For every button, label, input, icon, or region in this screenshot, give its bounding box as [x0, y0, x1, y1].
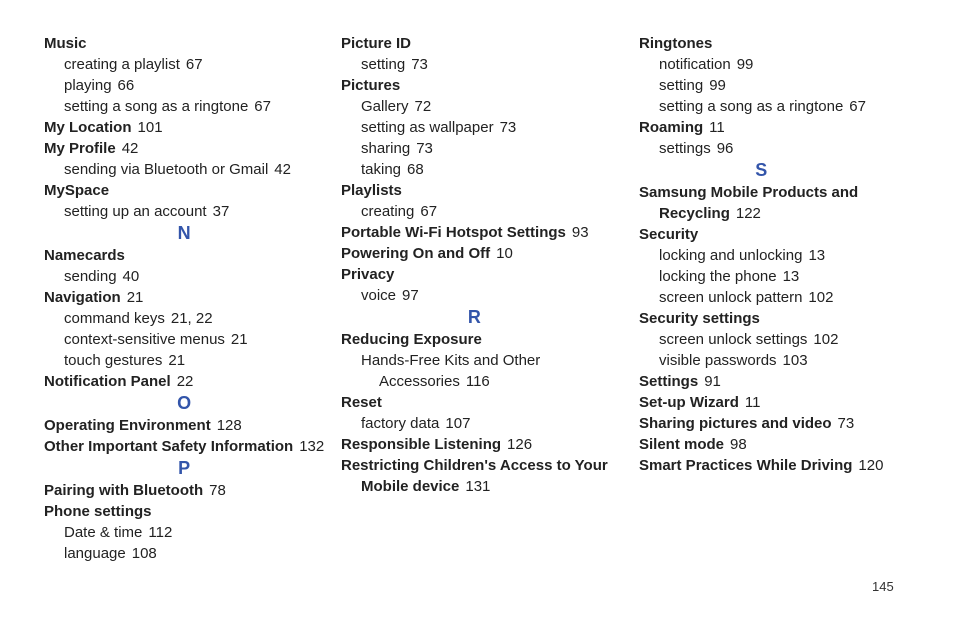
index-page-ref: 131 [465, 478, 491, 495]
index-term: Set-up Wizard [639, 394, 739, 411]
index-page-ref: 132 [299, 438, 325, 455]
index-term: Powering On and Off [341, 245, 491, 262]
index-main-entry [44, 371, 324, 392]
index-page-ref: 67 [254, 98, 271, 115]
index-page-ref: 21 [168, 352, 186, 369]
index-main-entry [44, 415, 324, 436]
index-sub-entry [44, 543, 324, 564]
index-term: sending [64, 268, 117, 285]
index-main-entry [639, 392, 883, 413]
index-term: Pictures [341, 77, 401, 94]
index-term: Silent mode [639, 436, 725, 453]
index-main-entry [44, 138, 324, 159]
index-main-entry-continued [639, 203, 883, 224]
index-term: Responsible Listening [341, 436, 502, 453]
index-term: visible passwords [659, 352, 777, 369]
index-sub-entry [639, 245, 883, 266]
index-term: Restricting Children's Access to Your [341, 457, 608, 474]
index-page-ref: 93 [571, 224, 589, 241]
index-term: My Location [44, 119, 132, 136]
index-term: settings [659, 140, 711, 157]
index-term: sharing [361, 140, 411, 157]
index-page-ref: 108 [131, 545, 157, 562]
index-sub-entry [639, 138, 883, 159]
index-main-entry [44, 117, 324, 138]
index-term: Pairing with Bluetooth [44, 482, 204, 499]
index-term: Operating Environment [44, 417, 211, 434]
index-main-entry [639, 308, 883, 329]
section-letter: R [467, 307, 481, 327]
index-term: setting a song as a ringtone [64, 98, 249, 115]
index-main-entry [341, 264, 608, 285]
index-page-ref: 102 [813, 331, 839, 348]
index-term: Accessories [379, 373, 460, 390]
index-page-ref: 97 [402, 287, 419, 304]
index-term: touch gestures [64, 352, 163, 369]
index-term: Roaming [639, 119, 704, 136]
index-column-1 [44, 33, 324, 564]
index-page-ref: 120 [858, 457, 884, 474]
index-column-3 [639, 33, 883, 476]
index-sub-entry [341, 159, 608, 180]
index-main-entry [341, 75, 608, 96]
index-page-ref: 128 [216, 417, 242, 434]
index-term: Reducing Exposure [341, 331, 482, 348]
index-term: Privacy [341, 266, 395, 283]
index-main-entry [44, 501, 324, 522]
index-term: Samsung Mobile Products and [639, 184, 859, 201]
section-letter: N [177, 223, 191, 243]
index-term: screen unlock pattern [659, 289, 803, 306]
index-page-ref: 98 [730, 436, 747, 453]
index-sub-entry [341, 117, 608, 138]
index-term: playing [64, 77, 112, 94]
page-number: 145 [872, 579, 894, 594]
index-page-ref: 37 [212, 203, 230, 220]
index-sub-entry [44, 308, 324, 329]
index-term: locking and unlocking [659, 247, 803, 264]
index-page-ref: 42 [121, 140, 139, 157]
index-sub-entry [44, 159, 324, 180]
index-page-ref: 10 [496, 245, 513, 262]
index-main-entry [639, 117, 883, 138]
index-term: sending via Bluetooth or Gmail [64, 161, 269, 178]
index-main-entry [341, 33, 608, 54]
index-main-entry [341, 392, 608, 413]
index-page-ref: 73 [499, 119, 517, 136]
index-page-ref: 96 [716, 140, 734, 157]
index-page-ref: 112 [148, 524, 173, 541]
index-page-ref: 73 [411, 56, 428, 73]
index-main-entry [44, 180, 324, 201]
index-term: Phone settings [44, 503, 152, 520]
index-page-ref: 126 [507, 436, 533, 453]
index-sub-entry [341, 96, 608, 117]
index-sub-entry [44, 329, 324, 350]
index-sub-entry-continued [341, 371, 608, 392]
index-term: Smart Practices While Driving [639, 457, 853, 474]
index-term: screen unlock settings [659, 331, 808, 348]
index-term: setting [659, 77, 704, 94]
index-page-ref: 67 [849, 98, 866, 115]
index-main-entry-continued [341, 476, 608, 497]
index-main-entry [44, 33, 324, 54]
index-term: language [64, 545, 126, 562]
index-page-ref: 91 [704, 373, 721, 390]
index-page-ref: 11 [709, 119, 725, 136]
index-term: MySpace [44, 182, 110, 199]
index-term: voice [361, 287, 397, 304]
index-term: creating a playlist [64, 56, 180, 73]
index-page-ref: 122 [735, 205, 761, 222]
index-sub-entry [44, 75, 324, 96]
index-term: Security [639, 226, 699, 243]
index-page-ref: 99 [709, 77, 726, 94]
index-term: Other Important Safety Information [44, 438, 294, 455]
index-term: Date & time [64, 524, 143, 541]
index-sub-entry [44, 201, 324, 222]
index-term: setting a song as a ringtone [659, 98, 844, 115]
index-sub-entry [341, 350, 608, 371]
index-page-ref: 107 [445, 415, 471, 432]
index-main-entry [44, 245, 324, 266]
index-term: My Profile [44, 140, 116, 157]
index-sub-entry [639, 350, 883, 371]
index-main-entry [341, 455, 608, 476]
index-column-2 [341, 33, 608, 497]
index-term: Security settings [639, 310, 760, 327]
index-main-entry [639, 413, 883, 434]
section-letter: S [755, 160, 768, 180]
index-page-ref: 13 [782, 268, 800, 285]
index-main-entry [639, 371, 883, 392]
index-term: setting [361, 56, 406, 73]
index-term: taking [361, 161, 402, 178]
index-main-entry [341, 434, 608, 455]
index-main-entry [341, 329, 608, 350]
index-term: command keys [64, 310, 165, 327]
index-sub-entry [639, 287, 883, 308]
index-sub-entry [639, 266, 883, 287]
index-sub-entry [44, 54, 324, 75]
index-page-ref: 40 [122, 268, 140, 285]
index-sub-entry [639, 96, 883, 117]
index-term: Playlists [341, 182, 402, 199]
index-sub-entry [44, 350, 324, 371]
index-page-ref: 68 [407, 161, 424, 178]
index-page-ref: 21, 22 [170, 310, 213, 327]
index-term: notification [659, 56, 731, 73]
index-sub-entry [341, 54, 608, 75]
index-sub-entry [341, 138, 608, 159]
index-page-ref: 66 [117, 77, 135, 94]
index-page-ref: 73 [416, 140, 433, 157]
index-sub-entry [639, 54, 883, 75]
index-term: Navigation [44, 289, 121, 306]
index-main-entry [639, 455, 883, 476]
index-sub-entry [341, 285, 608, 306]
index-term: locking the phone [659, 268, 777, 285]
index-sub-entry [341, 201, 608, 222]
index-page-ref: 22 [176, 373, 194, 390]
index-page-ref: 67 [420, 203, 438, 220]
index-term: creating [361, 203, 415, 220]
index-sub-entry [341, 413, 608, 434]
index-term: Portable Wi-Fi Hotspot Settings [341, 224, 566, 241]
index-page-ref: 101 [137, 119, 163, 136]
section-letter: P [178, 458, 191, 478]
index-main-entry [341, 180, 608, 201]
index-main-entry [44, 287, 324, 308]
index-page-ref: 78 [209, 482, 226, 499]
index-term: context-sensitive menus [64, 331, 225, 348]
index-term: Music [44, 35, 87, 52]
section-letter: O [177, 393, 192, 413]
index-sub-entry [639, 329, 883, 350]
index-main-entry [639, 434, 883, 455]
index-page-ref: 103 [782, 352, 808, 369]
index-page-ref: 11 [744, 394, 761, 411]
index-page-ref: 42 [274, 161, 291, 178]
index-term: Namecards [44, 247, 125, 264]
index-main-entry [44, 480, 324, 501]
index-main-entry [341, 222, 608, 243]
index-term: Recycling [659, 205, 730, 222]
index-sub-entry [44, 266, 324, 287]
index-main-entry [44, 436, 324, 457]
index-page-ref: 21 [126, 289, 144, 306]
index-term: Ringtones [639, 35, 713, 52]
index-page-ref: 21 [230, 331, 248, 348]
index-main-entry [341, 243, 608, 264]
index-term: Sharing pictures and video [639, 415, 832, 432]
index-page-ref: 13 [808, 247, 826, 264]
index-term: Notification Panel [44, 373, 171, 390]
index-term: setting as wallpaper [361, 119, 494, 136]
index-page-ref: 73 [837, 415, 855, 432]
index-sub-entry [44, 522, 324, 543]
index-term: Mobile device [361, 478, 460, 495]
index-term: Gallery [361, 98, 409, 115]
index-term: factory data [361, 415, 440, 432]
index-page-ref: 116 [465, 373, 490, 390]
index-page-ref: 102 [808, 289, 834, 306]
index-main-entry [639, 182, 883, 203]
index-term: Reset [341, 394, 382, 411]
index-term: setting up an account [64, 203, 207, 220]
index-term: Settings [639, 373, 699, 390]
index-sub-entry [44, 96, 324, 117]
index-page-ref: 99 [736, 56, 754, 73]
index-main-entry [639, 224, 883, 245]
index-page-ref: 72 [414, 98, 432, 115]
index-page-ref: 67 [185, 56, 203, 73]
index-main-entry [639, 33, 883, 54]
index-term: Picture ID [341, 35, 412, 52]
index-sub-entry [639, 75, 883, 96]
index-term: Hands-Free Kits and Other [361, 352, 541, 369]
